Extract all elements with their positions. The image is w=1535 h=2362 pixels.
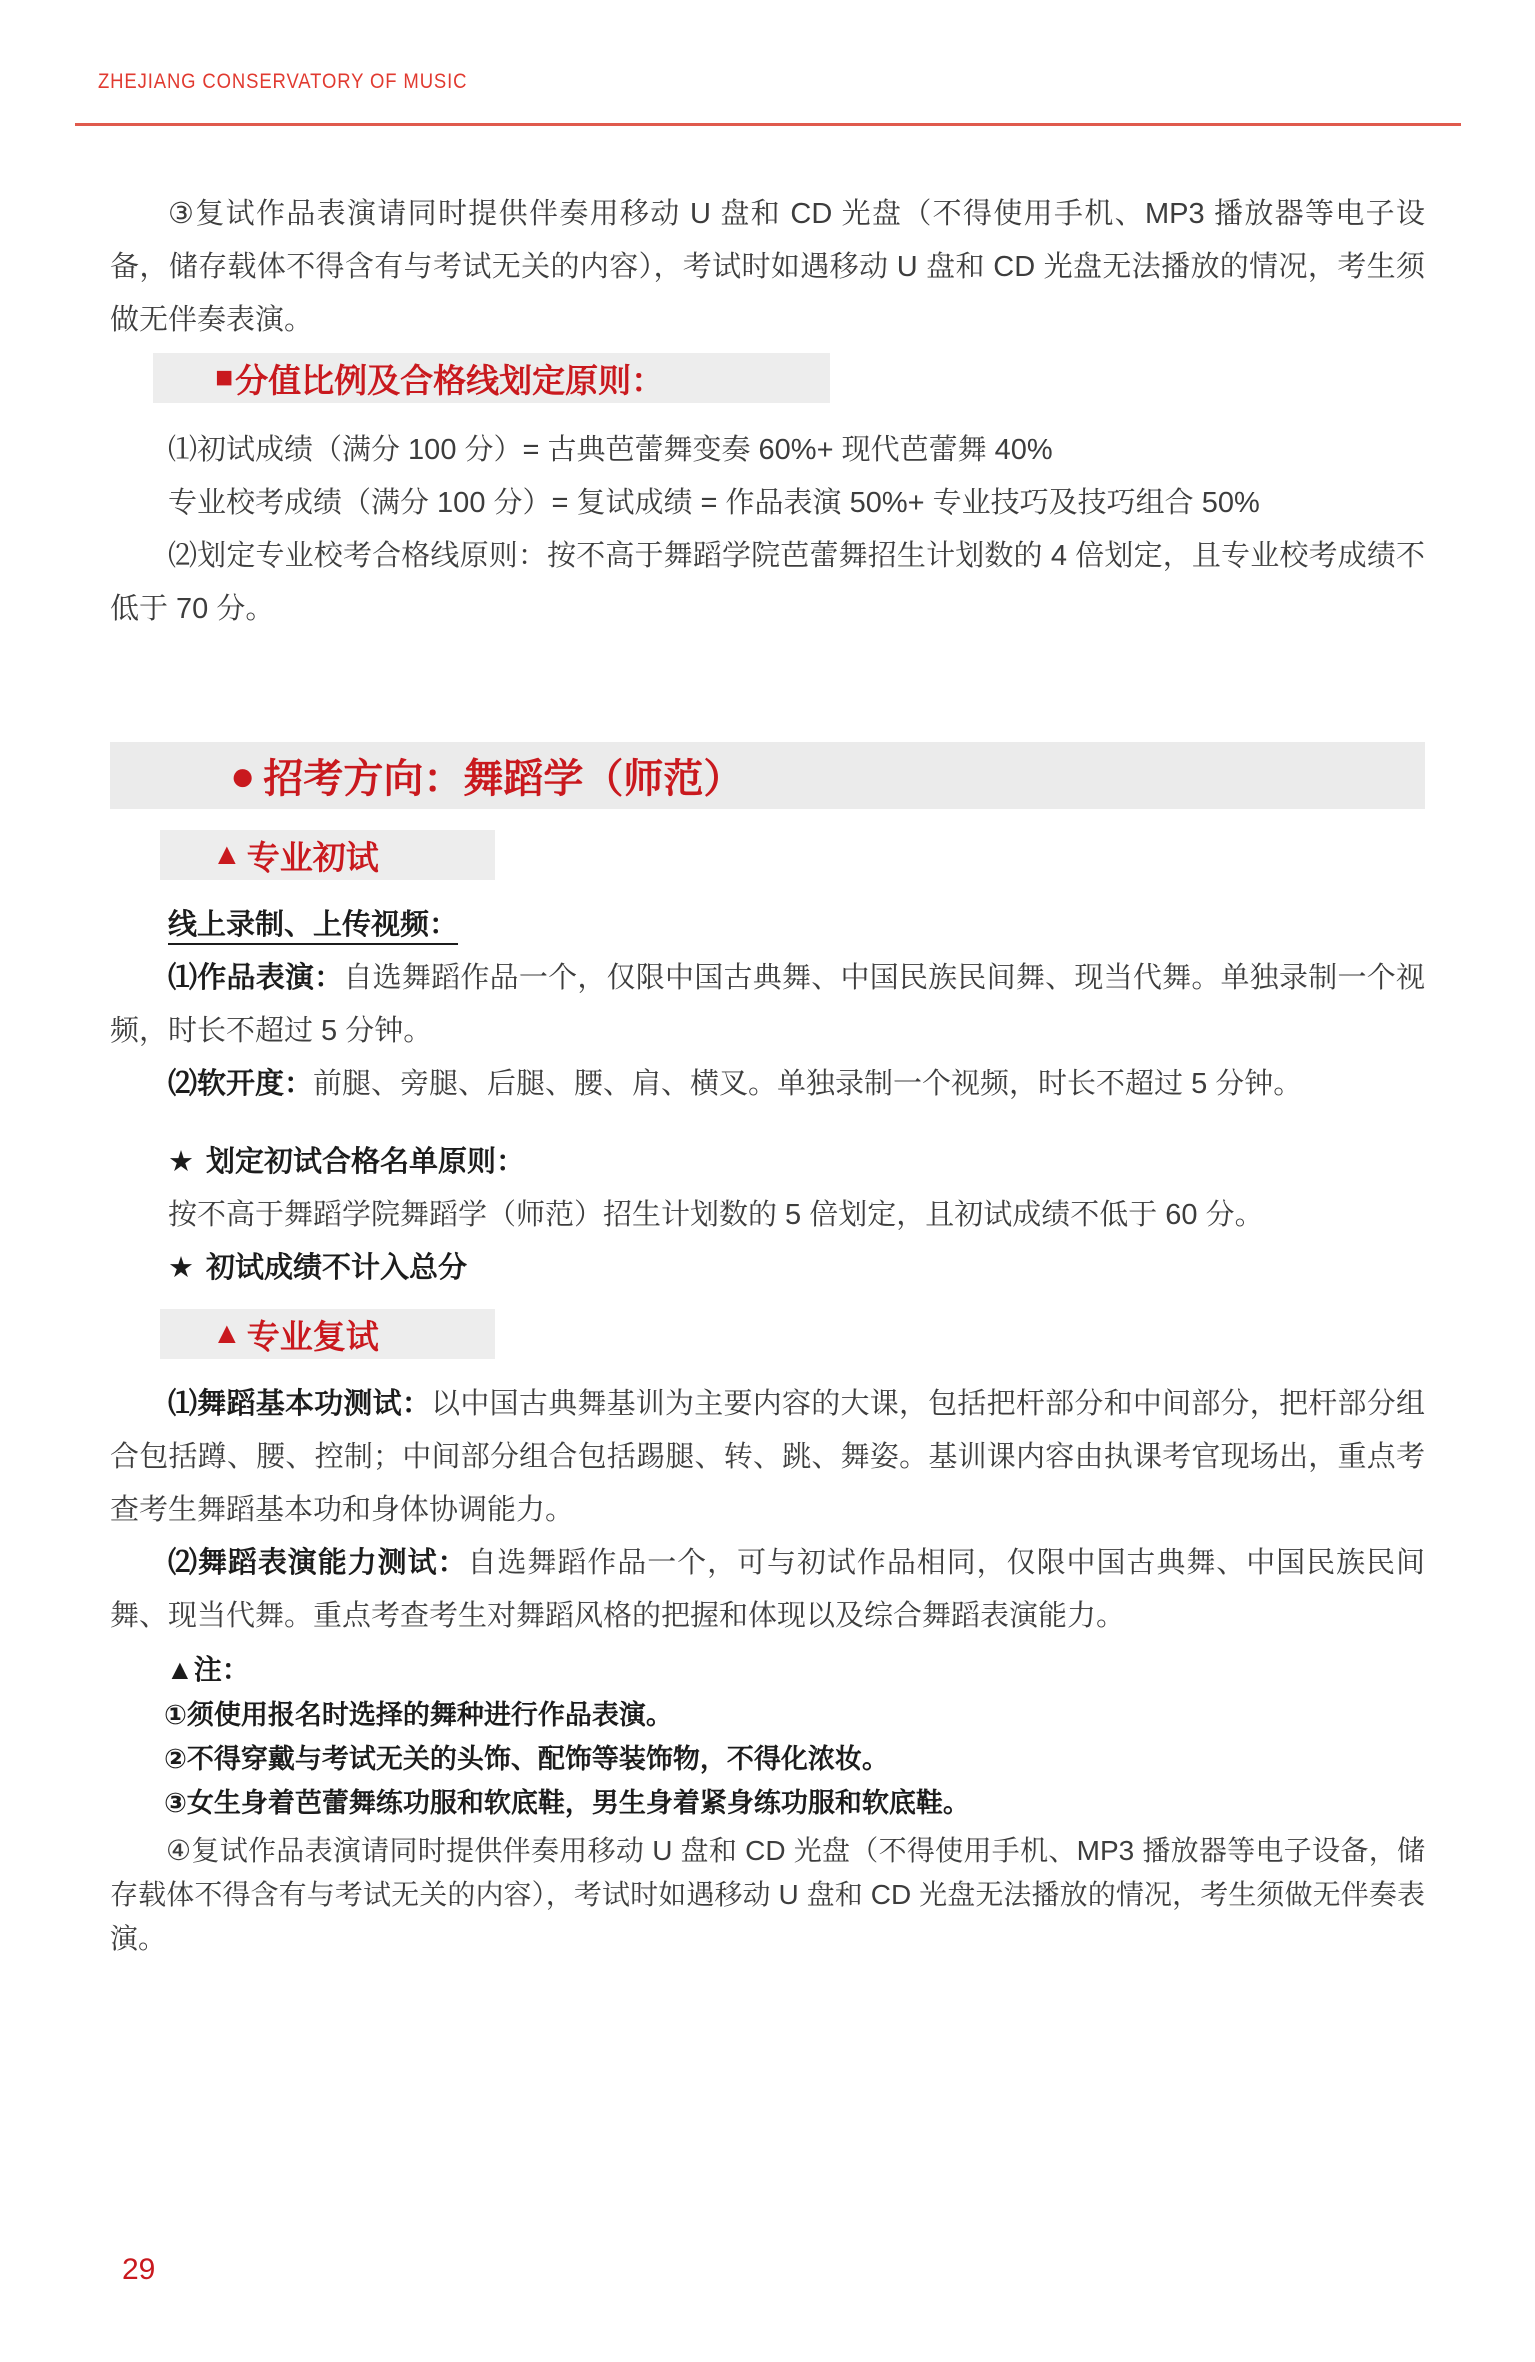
page-number: 29 <box>122 2253 156 2286</box>
preliminary-item-1-text: 自选舞蹈作品一个，仅限中国古典舞、中国民族民间舞、现当代舞。单独录制一个视频，时长不超过 5 分钟。 <box>110 962 1425 1047</box>
direction-banner <box>110 742 1425 809</box>
preliminary-score-note: ★ 初试成绩不计入总分 <box>168 1252 468 1284</box>
preliminary-passline-rule-title: ★ 划定初试合格名单原则： <box>168 1146 526 1178</box>
retest-item-1 <box>110 1378 1425 1537</box>
score-rule-2: 专业校考成绩（满分 100 分）= 复试成绩 = 作品表演 50%+ 专业技巧及技巧组合 50% <box>168 487 1260 519</box>
note-item-1: ①须使用报名时选择的舞种进行作品表演。 <box>164 1700 673 1730</box>
retest-heading-text: 专业复试 <box>246 1317 379 1355</box>
preliminary-item-1-label: ⑴作品表演： <box>168 962 344 994</box>
retest-item-2 <box>110 1537 1425 1643</box>
circle-bullet-icon: ● <box>230 751 256 799</box>
preliminary-passline-rule-text: 按不高于舞蹈学院舞蹈学（师范）招生计划数的 5 倍划定，且初试成绩不低于 60 分。 <box>168 1199 1264 1231</box>
note-item-4: ④复试作品表演请同时提供伴奏用移动 U 盘和 CD 光盘（不得使用手机、MP3 播放器等电子设备，储存载体不得含有与考试无关的内容），考试时如遇移动 U 盘和 CD 光盘无法播放的情况，考生须做无伴奏表演。 <box>110 1835 1425 1954</box>
preliminary-item-2-text: 前腿、旁腿、后腿、腰、肩、横叉。单独录制一个视频，时长不超过 5 分钟。 <box>313 1068 1303 1100</box>
score-heading-text: 分值比例及合格线划定原则： <box>235 361 665 399</box>
score-rule-1: ⑴初试成绩（满分 100 分）= 古典芭蕾舞变奏 60%+ 现代芭蕾舞 40% <box>168 434 1053 466</box>
notes-label: ▲注： <box>166 1654 250 1685</box>
preliminary-item-2 <box>110 1058 1425 1111</box>
section-heading-score-ratio <box>153 353 830 403</box>
note-item-3: ③女生身着芭蕾舞练功服和软底鞋，男生身着紧身练功服和软底鞋。 <box>164 1788 970 1818</box>
section-heading-retest-exam <box>160 1309 495 1359</box>
section-heading-preliminary-exam <box>160 830 495 880</box>
star-icon: ★ <box>168 1252 194 1284</box>
header-brand: ZHEJIANG CONSERVATORY OF MUSIC <box>98 70 468 93</box>
triangle-note-icon: ▲ <box>166 1654 194 1685</box>
direction-banner-title: 招考方向：舞蹈学（师范） <box>263 757 744 801</box>
preliminary-item-2-label: ⑵软开度： <box>168 1068 314 1100</box>
retest-item-2-text: 自选舞蹈作品一个，可与初试作品相同，仅限中国古典舞、中国民族民间舞、现当代舞。重点考查考生对舞蹈风格的把握和体现以及综合舞蹈表演能力。 <box>110 1547 1425 1632</box>
header-divider <box>75 123 1461 126</box>
preliminary-item-1 <box>110 952 1425 1058</box>
note-item-2: ②不得穿戴与考试无关的头饰、配饰等装饰物，不得化浓妆。 <box>164 1744 889 1774</box>
preliminary-heading-text: 专业初试 <box>246 838 379 876</box>
retest-item-2-label: ⑵舞蹈表演能力测试： <box>168 1547 468 1579</box>
online-recording-subheading: 线上录制、上传视频： <box>168 909 459 941</box>
page-content <box>110 188 1425 1961</box>
triangle-bullet-icon: ▲ <box>212 838 242 871</box>
triangle-bullet-icon: ▲ <box>212 1317 242 1350</box>
retest-item-1-text: 以中国古典舞基训为主要内容的大课，包括把杆部分和中间部分，把杆部分组合包括蹲、腰、控制；中间部分组合包括踢腿、转、跳、舞姿。基训课内容由执课考官现场出，重点考查考生舞蹈基本功和身体协调能力。 <box>110 1388 1425 1526</box>
square-bullet-icon: ■ <box>215 361 234 394</box>
carryover-note-paragraph: ③复试作品表演请同时提供伴奏用移动 U 盘和 CD 光盘（不得使用手机、MP3 播放器等电子设备，储存载体不得含有与考试无关的内容），考试时如遇移动 U 盘和 CD 光盘无法播放的情况，考生须做无伴奏表演。 <box>110 198 1425 336</box>
score-rule-3: ⑵划定专业校考合格线原则：按不高于舞蹈学院芭蕾舞招生计划数的 4 倍划定，且专业校考成绩不低于 70 分。 <box>110 540 1425 625</box>
star-icon: ★ <box>168 1146 194 1178</box>
retest-item-1-label: ⑴舞蹈基本功测试： <box>168 1388 432 1420</box>
